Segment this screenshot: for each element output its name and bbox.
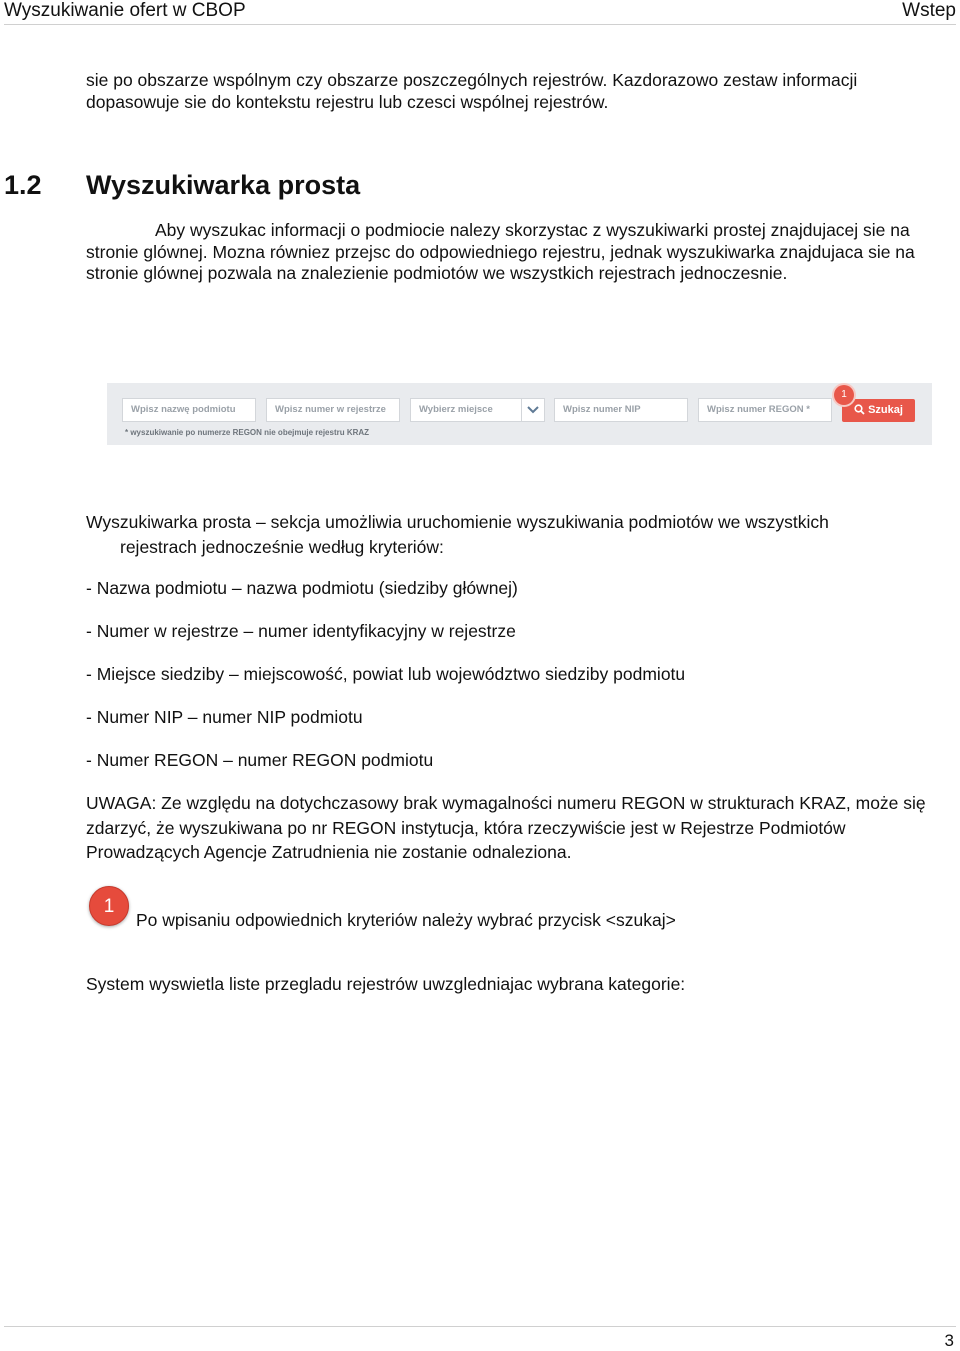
location-select-placeholder: Wybierz miejsce [419,404,493,415]
section-number: 1.2 [4,170,42,200]
step-badge: 1 [89,886,129,926]
section-heading [4,170,360,201]
criteria-item: - Numer NIP – numer NIP podmiotu [86,707,363,727]
register-number-input[interactable]: Wpisz numer w rejestrze [266,398,400,422]
location-select[interactable] [410,398,545,422]
header-divider [4,24,956,25]
chevron-down-icon [521,399,544,421]
description-paragraph [86,510,954,559]
nip-input[interactable]: Wpisz numer NIP [554,398,688,422]
header-chapter-title: Wstep [902,0,956,21]
description-second-line: rejestrach jednocześnie według kryteriów: [120,536,444,557]
description-first-line: Wyszukiwarka prosta – sekcja umożliwia uruchomienie wyszukiwania podmiotów we wszystkich [86,512,829,532]
step-instruction: Po wpisaniu odpowiednich kryteriów należy wybrać przycisk <szukaj> [136,910,676,930]
closing-paragraph: System wyswietla liste przegladu rejestrów uwzgledniajac wybrana kategorie: [86,974,686,994]
step-badge-small: 1 [834,385,854,405]
regon-footnote: * wyszukiwanie po numerze REGON nie obejmuje rejestru KRAZ [125,428,370,437]
search-button-label: Szukaj [868,404,903,416]
footer-divider [4,1326,956,1327]
header-document-title: Wyszukiwanie ofert w CBOP [4,0,246,21]
simple-search-screenshot [107,383,932,445]
regon-input[interactable]: Wpisz numer REGON * [698,398,832,422]
warning-paragraph: UWAGA: Ze względu na dotychczasowy brak wymagalności numeru REGON w strukturach KRAZ, może się zdarzyć, że wyszukiwana po nr REGON instytucja, która rzeczywiście jest w Rejestrze Podmiotów Prowadzących Agencje Zatrudnienia nie zostanie odnaleziona. [86,793,926,862]
criteria-item: - Numer w rejestrze – numer identyfikacyjny w rejestrze [86,621,516,641]
search-icon [854,404,865,415]
criteria-item: - Miejsce siedziby – miejscowość, powiat lub województwo siedziby podmiotu [86,664,686,684]
section-title: Wyszukiwarka prosta [86,170,361,200]
search-button[interactable] [842,399,915,422]
criteria-item: - Nazwa podmiotu – nazwa podmiotu (siedziby głównej) [86,578,518,598]
page-number: 3 [944,1331,954,1350]
entity-name-input[interactable]: Wpisz nazwę podmiotu [122,398,256,422]
section-paragraph: Aby wyszukac informacji o podmiocie nalezy skorzystac z wyszukiwarki prostej znajdujacej sie na stronie glównej. Mozna równiez przejsc do odpowiedniego rejestru, jednak wyszukiwarka znajdujaca sie na stronie glównej pozwala na znalezienie podmiotów we wszystkich rejestrach jednoczesnie. [86,220,915,283]
criteria-item: - Numer REGON – numer REGON podmiotu [86,750,434,770]
intro-paragraph: sie po obszarze wspólnym czy obszarze poszczególnych rejestrów. Kazdorazowo zestaw informacji dopasowuje sie do kontekstu rejestru lub czesci wspólnej rejestrów. [86,70,858,112]
